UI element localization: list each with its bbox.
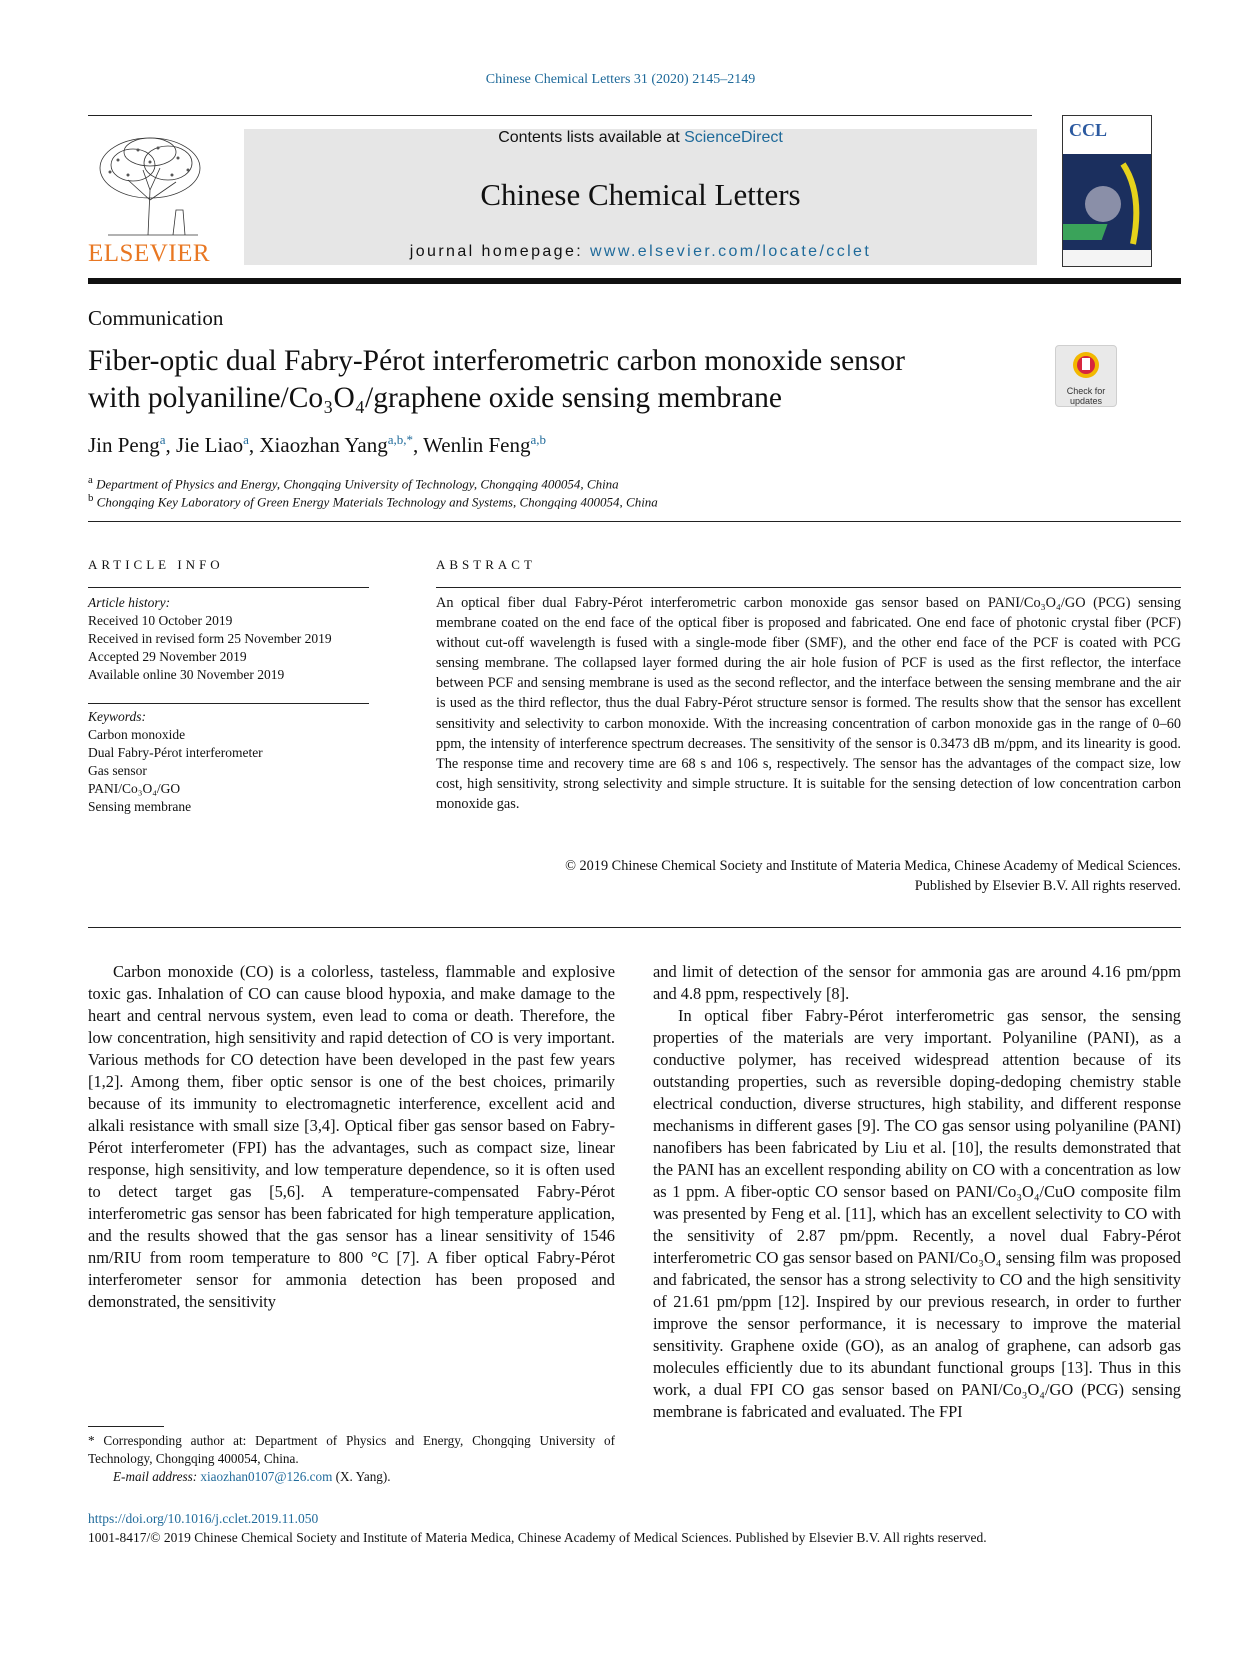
keyword[interactable]: PANI/Co₃O₄/GO [88,781,181,796]
keywords-block [88,708,263,816]
issn-copyright-line: 1001-8417/© 2019 Chinese Chemical Society and Institute of Materia Medica, Chinese Academy of Medical Sciences. Published by Elsevier B.V. All rights reserved. [88,1530,987,1545]
author-affil-sup[interactable]: a,b [530,432,547,447]
affiliation-b-text: Chongqing Key Laboratory of Green Energy Materials Technology and Systems, Chongqing 400054, China [96,494,658,510]
crossmark-icon [1056,346,1116,382]
author-name[interactable]: Jin Peng [88,433,160,457]
keyword[interactable]: Carbon monoxide [88,727,186,742]
article-history [88,594,332,684]
cover-art-icon [1063,154,1151,267]
logo-wordmark: ELSEVIER [88,240,211,267]
affiliation-b: $^b$ Chongqing Key Laboratory of Green Energy Materials Technology and Systems, Chongqing 400054, China [88,492,658,510]
copyright-line-1: © 2019 Chinese Chemical Society and Institute of Materia Medica, Chinese Academy of Medical Sciences. [565,858,1181,874]
author-separator: , [413,433,424,457]
abstract-copyright [436,856,1181,896]
author-separator: , [248,433,260,457]
history-label: Article history: [88,595,171,610]
homepage-prefix: journal homepage: [409,243,590,260]
author-affil-sup[interactable]: a [159,432,166,447]
history-item: Received in revised form 25 November 2019 [88,631,332,646]
cover-title: CCL [1069,120,1108,140]
author-name[interactable]: Xiaozhan Yang [259,433,388,457]
sciencedirect-link[interactable]: ScienceDirect [684,129,783,146]
title-line-1: Fiber-optic dual Fabry-Pérot interferometric carbon monoxide sensor [88,345,905,377]
body-paragraph: Carbon monoxide (CO) is a colorless, tasteless, flammable and explosive toxic gas. Inhalation of CO can cause blood hypoxia, and make damage to the heart and central nervous system, even lead to coma or death. Therefore, the low concentration, high sensitivity and rapid detection of CO is very important. Various methods for CO detection have been developed in the past few years [1,2]. Among them, fiber optic sensor is one of the best choices, primarily because of its immunity to electromagnetic interference, excellent acid and alkali resistance with small size [3,4]. Optical fiber gas sensor based on Fabry-Pérot interferometer (FPI) has the advantages, such as compact size, linear response, high sensitivity, and low temperature dependence, so it is often used to detect target gas [5,6]. A temperature-compensated Fabry-Pérot interferometric gas sensor has been fabricated for high temperature application, and the results showed that the gas sensor has a linear sensitivity of 1546 nm/RIU from room temperature to 800 °C [7]. A fiber optical Fabry-Pérot interferometer sensor for ammonia detection has been proposed and demonstrated, the sensitivity [88,962,615,1311]
homepage-line [244,243,1037,261]
history-item: Accepted 29 November 2019 [88,649,247,664]
body-paragraph: and limit of detection of the sensor for ammonia gas are around 4.16 pm/ppm and 4.8 ppm, respectively [8]. [653,962,1181,1003]
journal-reference[interactable]: Chinese Chemical Letters 31 (2020) 2145–2149 [485,72,756,87]
top-rule [88,115,1032,116]
check-for-updates-button[interactable] [1055,345,1117,407]
affiliation-rule [88,521,1181,522]
email-label: E-mail address: [113,1469,201,1484]
corresponding-author-note: * Corresponding author at: Department of Physics and Energy, Chongqing University of Technology, Chongqing 400054, China. [88,1433,615,1466]
keywords-label: Keywords: [88,709,146,724]
homepage-link[interactable]: www.elsevier.com/locate/cclet [589,243,872,260]
email-suffix: (X. Yang). [332,1469,391,1484]
abstract-rule [436,587,1181,588]
journal-cover[interactable] [1062,115,1152,267]
article-info-heading: ARTICLE INFO [88,557,224,572]
body-column-left [88,961,615,1313]
crossmark-line-2: updates [1069,396,1103,406]
author-separator: , [165,433,177,457]
tree-icon [88,130,216,240]
corresponding-footnote [88,1432,615,1486]
contents-line [244,129,1037,147]
elsevier-logo [88,130,216,270]
affiliation-a-text: Department of Physics and Energy, Chongqing University of Technology, Chongqing 400054, China [96,476,619,492]
journal-title: Chinese Chemical Letters [480,177,801,212]
author-affil-sup[interactable]: a,b,* [387,432,413,447]
title-line-2: with polyaniline/Co₃O₄/graphene oxide sensing membrane [88,382,782,414]
keyword[interactable]: Gas sensor [88,763,147,778]
body-paragraph: In optical fiber Fabry-Pérot interferometric gas sensor, the sensing properties of the materials are very important. Polyaniline (PANI), as a conductive polymer, has received widespread attention because of its outstanding properties, such as reversible doping-dedoping chemistry stable electrical conduction, diverse structures, high stability, and different response mechanisms in different gases [9]. The CO gas sensor using polyaniline (PANI) nanofibers has been fabricated by Liu et al. [10], the results demonstrated that the PANI has an excellent responding ability on CO with a concentration as low as 1 ppm. A fiber-optic CO sensor based on PANI/Co₃O₄/CuO composite film was presented by Feng et al. [11], which has an excellent selectivity to CO with the sensitivity of 2.87 pm/ppm. Recently, a novel dual Fabry-Pérot interferometric CO gas sensor based on PANI/Co₃O₄ sensing film was proposed and fabricated, the sensor has a strong selectivity to CO and the high sensitivity of 21.61 pm/ppm [12]. Inspired by our previous research, in order to further improve the sensor performance, it is necessary to improve the material sensitivity. Graphene oxide (GO), as an analog of graphene, can adsorb gas molecules efficiently due to its abundant functional groups [13]. Thus in this work, a dual FPI CO gas sensor based on PANI/Co₃O₄/GO (PCG) sensing membrane is fabricated and evaluated. The FPI [653,1006,1181,1421]
keyword[interactable]: Sensing membrane [88,799,192,814]
abstract-text: An optical fiber dual Fabry-Pérot interferometric carbon monoxide gas sensor based on PANI/Co₃O₄/GO (PCG) sensing membrane coated on the end face of the optical fiber is proposed and fabricated. One end face of photonic crystal fiber (PCF) without cut-off wavelength is fused with a single-mode fiber (SMF), and the other end face of the PCF is coated with PCG sensing membrane. The collapsed layer formed during the air hole fusion of PCF is used as the first reflector, the interface between PCF and sensing membrane is used as the second reflector, and the interface between the sensing membrane and the air is used as the third reflector, thus the dual Fabry-Pérot structure sensor is formed. The results show that the sensor has excellent sensitivity and selectivity to carbon monoxide. With the increasing concentration of carbon monoxide gas in the range of 0–60 ppm, the intensity of interference spectrum decreases. The sensitivity of the sensor is 0.3473 dB m/ppm, and its linearity is good. The response time and recovery time are 68 s and 106 s, respectively. The sensor has the advantages of the compact size, low cost, high sensitivity, strong selectivity and simple structure. It is suitable for the sensing detection of low concentration carbon monoxide gas. [436,595,1181,812]
header-thick-rule [88,278,1181,284]
author-name[interactable]: Wenlin Feng [423,433,531,457]
affiliation-a: $^a$ Department of Physics and Energy, Chongqing University of Technology, Chongqing 400054, China [88,474,619,492]
keyword[interactable]: Dual Fabry-Pérot interferometer [88,745,263,760]
email-line [88,1468,615,1486]
body-rule [88,927,1181,928]
history-item: Received 10 October 2019 [88,613,233,628]
author-affil-sup[interactable]: a [243,432,249,447]
contents-prefix: Contents lists available at [498,129,685,146]
author-name[interactable]: Jie Liao [176,433,244,457]
journal-banner [244,129,1037,265]
article-type: Communication [88,306,224,330]
abstract-heading: ABSTRACT [436,557,536,572]
keywords-rule [88,703,369,704]
crossmark-line-1: Check for [1066,386,1106,396]
doi-link[interactable]: https://doi.org/10.1016/j.cclet.2019.11.050 [88,1511,319,1526]
copyright-line-2: Published by Elsevier B.V. All rights reserved. [914,878,1181,894]
history-item: Available online 30 November 2019 [88,667,285,682]
email-link[interactable]: xiaozhan0107@126.com [200,1469,333,1484]
article-title [88,343,1048,417]
body-column-right [653,961,1181,1423]
author-list [88,432,546,458]
article-info-rule [88,587,369,588]
footnote-rule [88,1426,164,1427]
